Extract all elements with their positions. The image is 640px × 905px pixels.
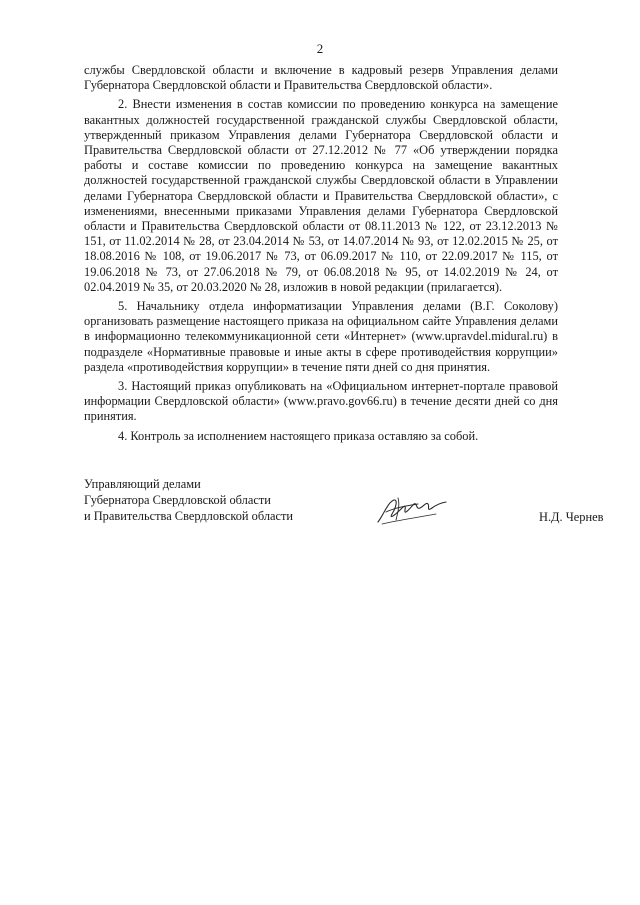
- signature-block: [84, 476, 604, 536]
- document-body: [84, 63, 558, 448]
- handwritten-signature-image: [374, 494, 454, 528]
- signatory-name: Н.Д. Чернев: [539, 510, 604, 524]
- signatory-position: [84, 476, 344, 524]
- paragraph-item-3: 3. Настоящий приказ опубликовать на «Официальном интернет-портале правовой информации Свердловской области» (www.pravo.gov66.ru) в течение десяти дней со дня принятия.: [84, 379, 558, 424]
- page-number: 2: [316, 41, 324, 56]
- paragraph-item-2: 2. Внести изменения в состав комиссии по проведению конкурса на замещение вакантных должностей государственной гражданской службы Свердловской области, утвержденный приказом Управления делами Губернатора Свердловской области и Правительства Свердловской области от 27.12.2012 № 77 «Об утверждении порядка работы и составе комиссии по проведению конкурса на замещение вакантных должностей государственной гражданской службы Свердловской области в Управлении делами Губернатора Свердловской области и Правительства Свердловской области», с изменениями, внесенными приказами Управления делами Губернатора Свердловской области и Правительства Свердловской области от 08.11.2013 № 122, от 23.12.2013 № 151, от 11.02.2014 № 28, от 23.04.2014 № 53, от 14.07.2014 № 93, от 12.02.2015 № 25, от 18.08.2016 № 108, от 19.06.2017 № 73, от 06.09.2017 № 110, от 22.09.2017 № 115, от 19.06.2018 № 73, от 27.06.2018 № 79, от 06.08.2018 № 95, от 14.02.2019 № 24, от 02.04.2019 № 35, от 20.03.2020 № 28, изложив в новой редакции (прилагается).: [84, 97, 558, 294]
- signatory-position-line: Управляющий делами: [84, 477, 201, 491]
- paragraph-item-4: 4. Контроль за исполнением настоящего приказа оставляю за собой.: [118, 428, 479, 443]
- paragraph-continuation: службы Свердловской области и включение в кадровый резерв Управления делами Губернатора Свердловской области и Правительства Свердловской области».: [84, 63, 558, 93]
- signatory-position-line: и Правительства Свердловской области: [84, 509, 294, 523]
- signatory-position-line: Губернатора Свердловской области: [84, 493, 271, 507]
- paragraph-item-5: 5. Начальнику отдела информатизации Управления делами (В.Г. Соколову) организовать размещение настоящего приказа на официальном сайте Управления делами в информационно телекоммуникационной сети «Интернет» (www.upravdel.midural.ru) в подразделе «Нормативные правовые и иные акты в сфере противодействия коррупции» раздела «противодействия коррупции» в течение пяти дней со дня принятия.: [84, 299, 558, 374]
